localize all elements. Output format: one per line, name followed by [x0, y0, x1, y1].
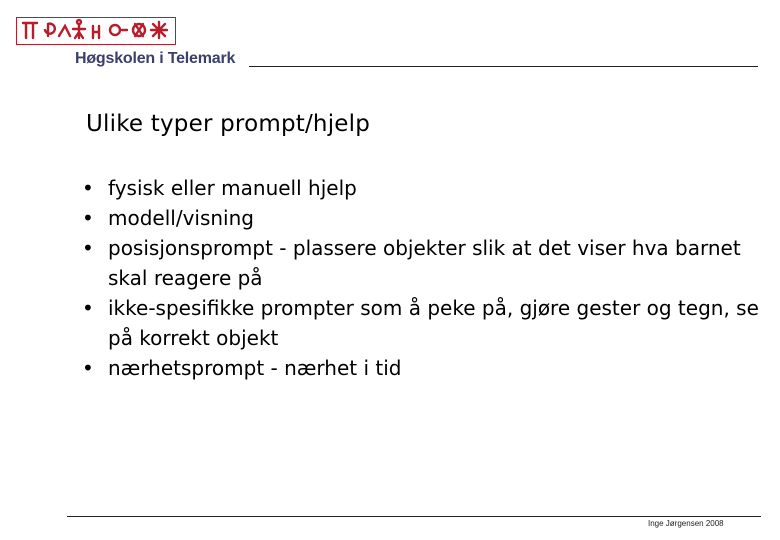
- bullet-item: • modell/visning: [80, 203, 770, 233]
- rock-carving-symbols-logo-icon: [17, 18, 174, 43]
- footer-author: Inge Jørgensen 2008: [648, 519, 724, 528]
- bullet-item: • ikke-spesifikke prompter som å peke på, gjøre gester og tegn, se på korrekt objekt: [80, 293, 770, 353]
- header-divider: [249, 66, 758, 67]
- slide-title: Ulike typer prompt/hjelp: [86, 111, 371, 137]
- bullet-item: • nærhetsprompt - nærhet i tid: [80, 353, 770, 383]
- logo: [16, 17, 176, 45]
- footer-divider: [67, 516, 761, 517]
- bullet-item: • fysisk eller manuell hjelp: [80, 173, 770, 203]
- bullet-item: • posisjonsprompt - plassere objekter slik at det viser hva barnet skal reagere på: [80, 233, 770, 293]
- bullet-list: [80, 173, 770, 383]
- institution-name: Høgskolen i Telemark: [75, 50, 236, 67]
